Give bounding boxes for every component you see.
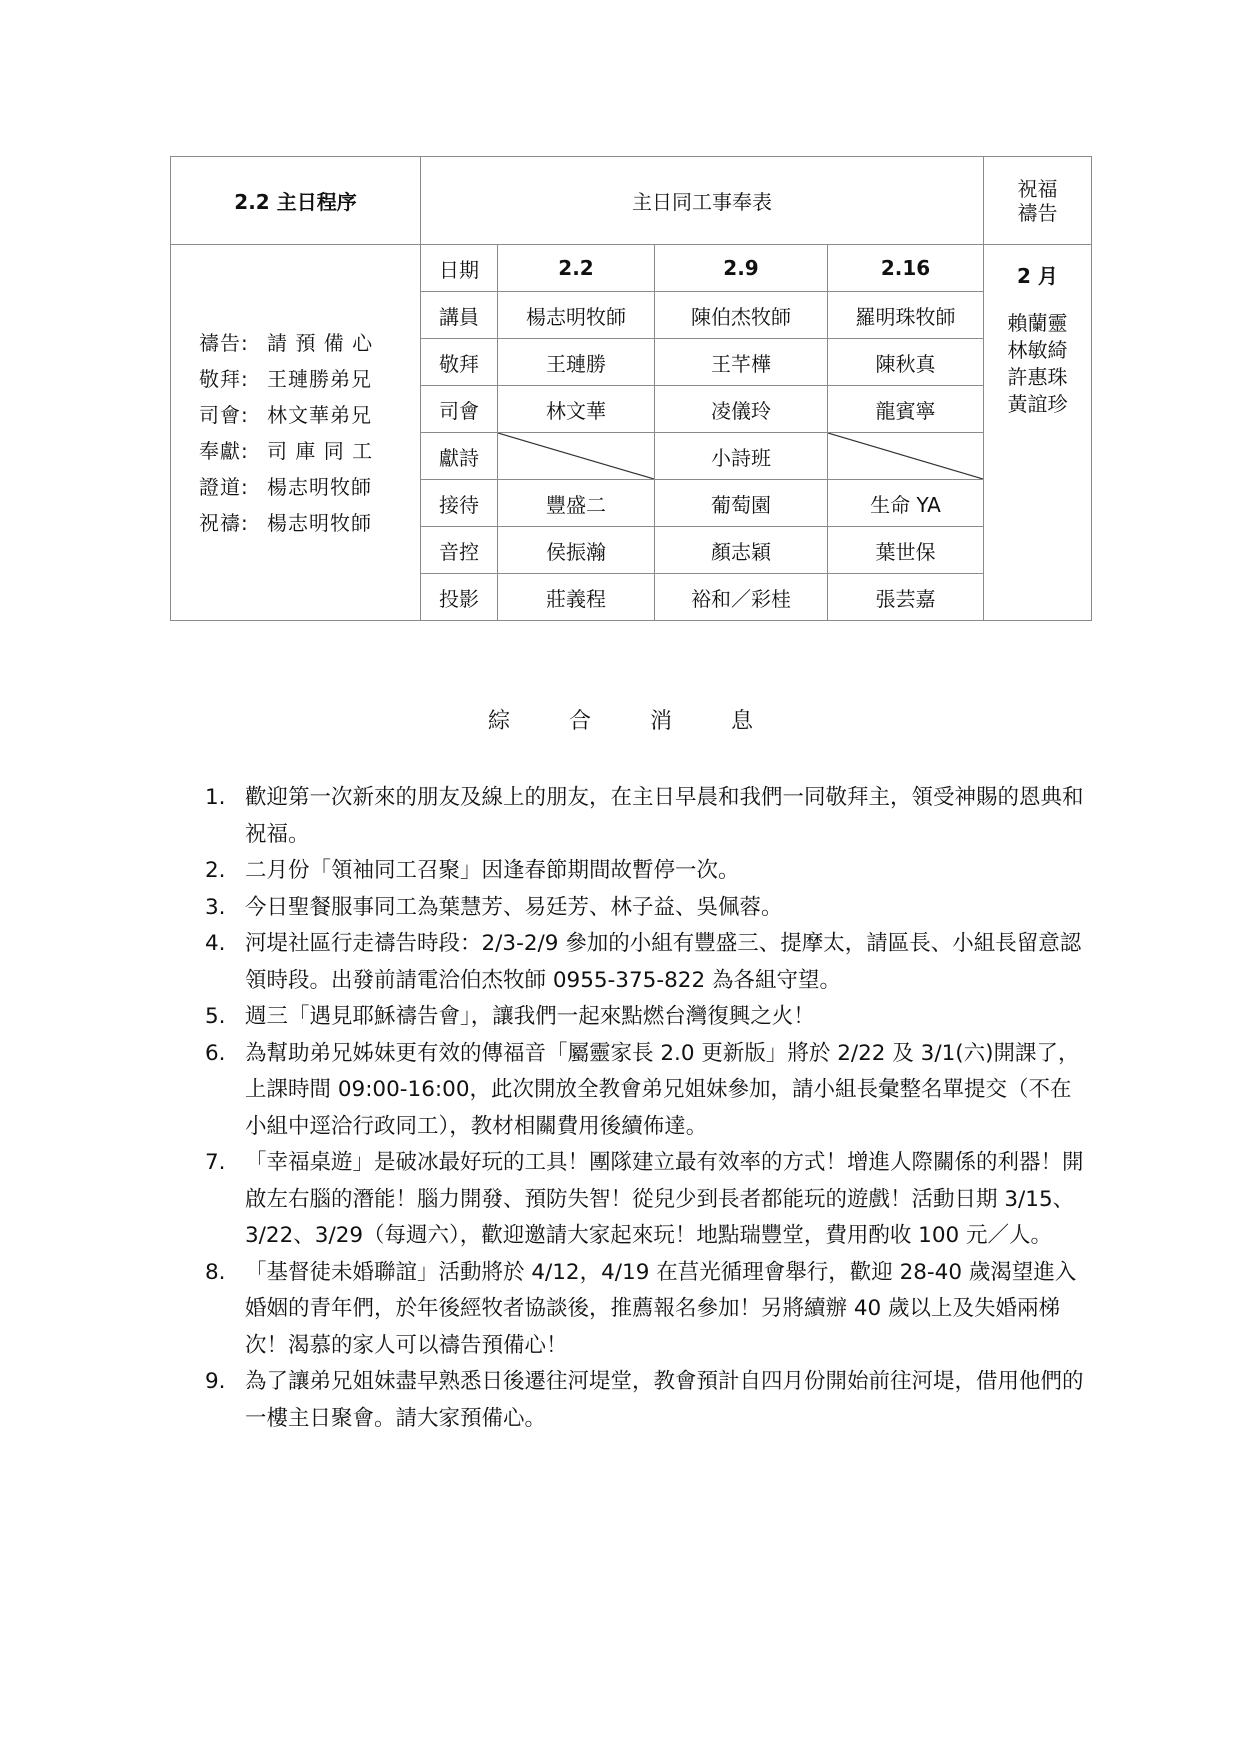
program-item [199, 397, 420, 433]
program-cell [171, 245, 421, 621]
roster-date: 2.9 [655, 245, 828, 292]
blessing-cell [984, 245, 1092, 621]
roster-role: 接待 [421, 480, 498, 527]
blessing-header [984, 157, 1092, 245]
news-text: 今日聖餐服事同工為葉慧芳、易廷芳、林子益、吳佩蓉。 [245, 894, 783, 920]
news-text: 週三「遇見耶穌禱告會」，讓我們一起來點燃台灣復興之火！ [245, 1004, 815, 1029]
news-text: 河堤社區行走禱告時段：2/3-2/9 參加的小組有豐盛三、提摩太，請區長、小組長留意認領時段。出發前請電洽伯杰牧師 0955-375-822 為各組守望。 [245, 931, 1082, 993]
roster-cell: 豐盛二 [498, 480, 655, 527]
news-number: 6. [205, 1040, 226, 1066]
diagonal-line [498, 433, 654, 479]
roster-role: 音控 [421, 527, 498, 574]
program-value: 司 庫 同 工 [267, 438, 374, 463]
news-item [205, 999, 1085, 1036]
roster-cell: 侯振瀚 [498, 527, 655, 574]
news-number: 3. [205, 894, 226, 920]
news-number: 4. [205, 931, 226, 956]
roster-cell: 龍賓寧 [828, 386, 984, 433]
blessing-name: 賴蘭靈 [1007, 311, 1068, 335]
program-item [199, 505, 420, 541]
roster-cell: 小詩班 [655, 433, 828, 480]
roster-date: 2.2 [498, 245, 655, 292]
service-table [170, 156, 1092, 621]
program-key: 司會: [199, 402, 249, 427]
news-number: 1. [205, 785, 226, 810]
roster-role: 投影 [421, 574, 498, 621]
news-text: 「幸福桌遊」是破冰最好玩的工具！團隊建立最有效率的方式！增進人際關係的利器！開啟左右腦的潛能！腦力開發、預防失智！從兒少到長者都能玩的遊戲！活動日期 3/15、3/22、3/29（每週六），歡迎邀請大家起來玩！地點瑞豐堂，費用酌收 100 元／人。 [245, 1150, 1084, 1248]
program-value: 楊志明牧師 [267, 510, 372, 535]
program-item [199, 469, 420, 505]
diagonal-line [828, 433, 983, 479]
news-number: 5. [205, 1004, 226, 1029]
news-item [205, 780, 1085, 853]
news-number: 9. [205, 1369, 226, 1394]
news-number: 8. [205, 1259, 226, 1285]
blessing-header-line-1: 祝福 [1017, 176, 1058, 201]
program-key: 祝禱: [199, 510, 249, 535]
program-key: 敬拜: [199, 366, 249, 391]
program-value: 林文華弟兄 [267, 402, 372, 427]
roster-cell: 張芸嘉 [828, 574, 984, 621]
blessing-header-line-2: 禱告 [1017, 200, 1058, 225]
news-item [205, 1364, 1085, 1437]
roster-role: 司會 [421, 386, 498, 433]
program-key: 禱告: [199, 330, 249, 355]
news-title: 綜 合 消 息 [488, 709, 779, 734]
news-item [205, 853, 1085, 890]
program-item [199, 433, 420, 469]
news-number: 7. [205, 1150, 226, 1175]
roster-cell-empty [828, 433, 984, 480]
blessing-name: 林敏綺 [1007, 338, 1068, 362]
news-item [205, 1255, 1085, 1365]
roster-cell: 葡萄園 [655, 480, 828, 527]
news-item [205, 1145, 1085, 1255]
news-item [205, 926, 1085, 999]
roster-role: 日期 [421, 245, 498, 292]
roster-role: 敬拜 [421, 339, 498, 386]
news-text: 「基督徒未婚聯誼」活動將於 4/12，4/19 在莒光循理會舉行，歡迎 28-40 歲渴望進入婚姻的青年們，於年後經牧者協談後，推薦報名參加！另將續辦 40 歲以上及失婚兩梯次！渴慕的家人可以禱告預備心！ [245, 1259, 1077, 1358]
program-item [199, 361, 420, 397]
roster-cell-empty [498, 433, 655, 480]
program-value: 請 預 備 心 [267, 330, 374, 355]
roster-cell: 生命 YA [828, 480, 984, 527]
roster-cell: 楊志明牧師 [498, 292, 655, 339]
news-list [205, 780, 1085, 1437]
program-value: 王璉勝弟兄 [267, 366, 372, 391]
news-text: 歡迎第一次新來的朋友及線上的朋友，在主日早晨和我們一同敬拜主，領受神賜的恩典和祝福。 [245, 785, 1084, 847]
news-number: 2. [205, 858, 226, 883]
blessing-name: 許惠珠 [1007, 365, 1068, 389]
program-header [171, 157, 421, 245]
roster-cell: 顏志穎 [655, 527, 828, 574]
news-text: 為幫助弟兄姊妹更有效的傳福音「屬靈家長 2.0 更新版」將於 2/22 及 3/1(六)開課了，上課時間 09:00-16:00，此次開放全教會弟兄姐妹參加，請小組長彙整名單提交（不在小組中逕洽行政同工），教材相關費用後續佈達。 [245, 1040, 1080, 1139]
roster-cell: 羅明珠牧師 [828, 292, 984, 339]
roster-header-text: 主日同工事奉表 [632, 190, 772, 214]
roster-cell: 王璉勝 [498, 339, 655, 386]
roster-role: 講員 [421, 292, 498, 339]
program-key: 奉獻: [199, 438, 249, 463]
program-value: 楊志明牧師 [267, 474, 372, 499]
news-text: 二月份「領袖同工召聚」因逢春節期間故暫停一次。 [245, 858, 740, 883]
roster-row-date [171, 245, 1092, 292]
blessing-name: 黃誼珍 [1007, 392, 1068, 416]
roster-cell: 葉世保 [828, 527, 984, 574]
roster-cell: 凌儀玲 [655, 386, 828, 433]
roster-cell: 陳秋真 [828, 339, 984, 386]
roster-cell: 莊義程 [498, 574, 655, 621]
roster-date: 2.16 [828, 245, 984, 292]
program-header-text: 2.2 主日程序 [234, 190, 357, 214]
roster-header [421, 157, 984, 245]
roster-role: 獻詩 [421, 433, 498, 480]
roster-cell: 裕和／彩桂 [655, 574, 828, 621]
roster-cell: 林文華 [498, 386, 655, 433]
program-list [171, 325, 420, 541]
news-item [205, 890, 1085, 927]
news-text: 為了讓弟兄姐妹盡早熟悉日後遷往河堤堂，教會預計自四月份開始前往河堤，借用他們的一樓主日聚會。請大家預備心。 [245, 1369, 1084, 1431]
program-key: 證道: [199, 474, 249, 499]
blessing-month: 2 月 [1017, 264, 1058, 288]
news-item [205, 1036, 1085, 1146]
roster-cell: 陳伯杰牧師 [655, 292, 828, 339]
program-item [199, 325, 420, 361]
table-header-row [171, 157, 1092, 245]
roster-cell: 王芊樺 [655, 339, 828, 386]
